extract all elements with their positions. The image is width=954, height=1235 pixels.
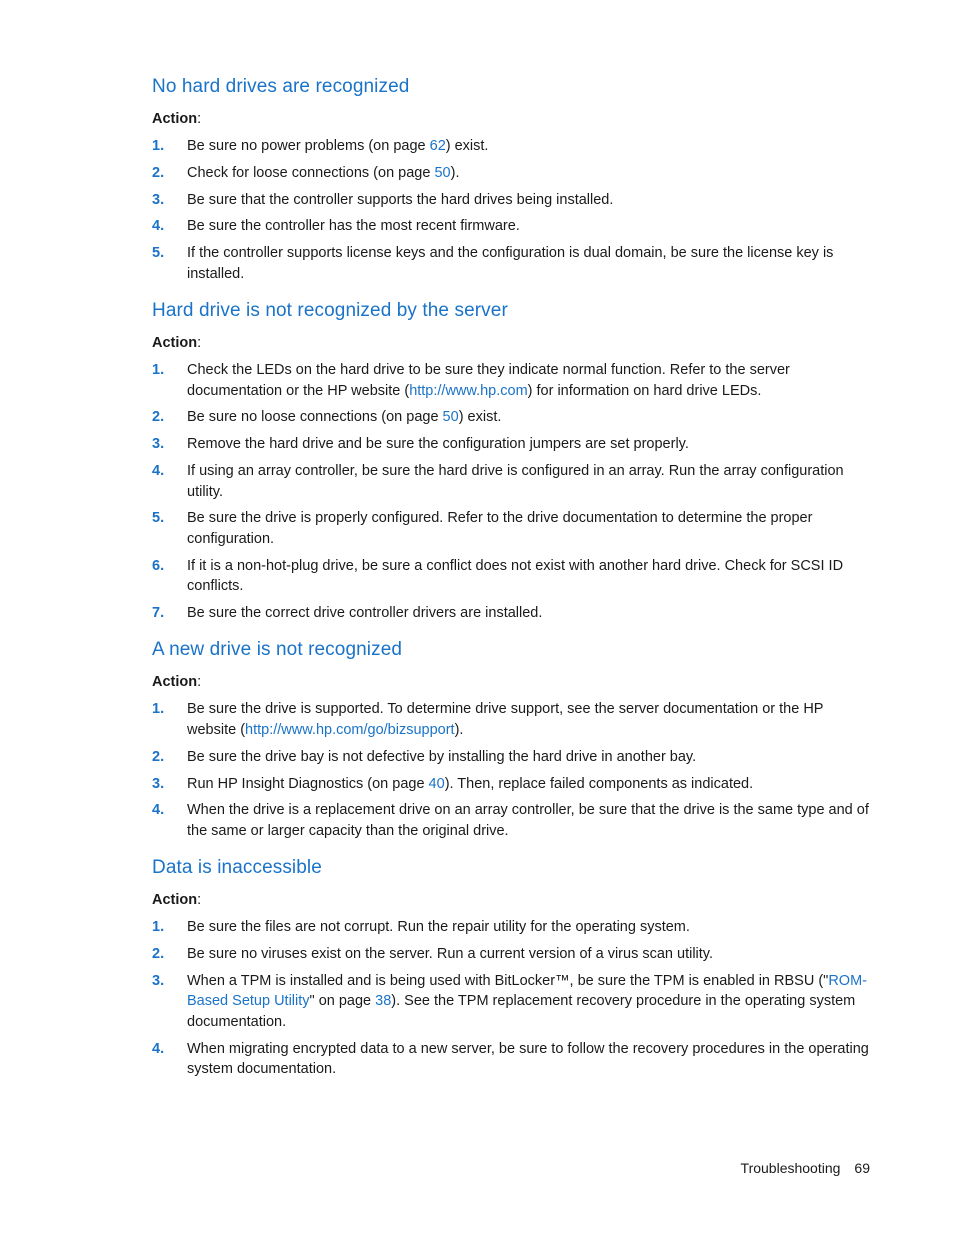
action-label: Action	[152, 892, 198, 909]
step-number: 4.	[152, 1040, 165, 1057]
action-label-line: Action:	[152, 674, 202, 691]
page-footer	[741, 1158, 870, 1178]
step-number: 2.	[152, 164, 165, 181]
cross-reference-link[interactable]: 50	[434, 164, 451, 181]
action-label: Action	[152, 335, 198, 352]
list-item	[152, 1039, 872, 1080]
step-text: ) for information on hard drive LEDs.	[527, 382, 762, 399]
step-text: ) exist.	[458, 409, 502, 426]
step-text: Be sure the files are not corrupt. Run the repair utility for the operating system.	[187, 919, 690, 936]
document-body	[152, 74, 872, 1094]
cross-reference-link[interactable]: http://www.hp.com/go/bizsupport	[245, 721, 455, 738]
step-text: Be sure the controller has the most recent firmware.	[187, 218, 520, 235]
step-text: Be sure that the controller supports the hard drives being installed.	[187, 191, 614, 208]
list-item	[152, 699, 872, 740]
step-text: Remove the hard drive and be sure the configuration jumpers are set properly.	[187, 436, 689, 453]
step-text: ). See the TPM replacement recovery procedure in the operating system documentation.	[187, 993, 856, 1030]
step-text: If it is a non-hot-plug drive, be sure a conflict does not exist with another hard drive. Check for SCSI ID conflicts.	[187, 557, 844, 595]
step-number: 6.	[152, 557, 165, 574]
step-number: 1.	[152, 919, 165, 936]
section-title: No hard drives are recognized	[152, 76, 410, 97]
cross-reference-link[interactable]: 40	[428, 775, 445, 792]
step-text: When a TPM is installed and is being used with BitLocker™, be sure the TPM is enabled in RBSU ("	[187, 972, 829, 989]
section-title: A new drive is not recognized	[152, 639, 403, 661]
list-item	[152, 461, 872, 502]
section-title: Data is inaccessible	[152, 857, 322, 879]
steps-list	[152, 917, 872, 1079]
list-item	[152, 163, 872, 184]
list-item	[152, 971, 872, 1033]
step-number: 2.	[152, 946, 165, 963]
list-item	[152, 603, 872, 624]
step-text: Be sure the drive bay is not defective by installing the hard drive in another bay.	[187, 748, 697, 765]
step-text: Check for loose connections (on page	[187, 164, 435, 181]
cross-reference-link[interactable]: 38	[375, 993, 392, 1010]
list-item	[152, 136, 872, 157]
cross-reference-link[interactable]: ROM-Based Setup Utility	[187, 972, 867, 1010]
step-text: If the controller supports license keys and the configuration is dual domain, be sure the license key is installed.	[187, 245, 834, 282]
list-item	[152, 747, 872, 768]
steps-list	[152, 699, 872, 841]
section	[152, 298, 872, 623]
footer-page-number: 69	[854, 1160, 870, 1176]
steps-list	[152, 136, 872, 284]
action-label-line: Action:	[152, 335, 202, 352]
step-text: ). Then, replace failed components as indicated.	[444, 775, 754, 792]
list-item	[152, 216, 872, 237]
section	[152, 637, 872, 841]
section	[152, 74, 872, 284]
step-number: 4.	[152, 802, 165, 819]
list-item	[152, 243, 872, 284]
step-number: 2.	[152, 409, 165, 426]
step-number: 1.	[152, 138, 165, 154]
step-number: 3.	[152, 775, 165, 792]
step-text: Be sure no power problems (on page	[187, 138, 430, 154]
list-item	[152, 556, 872, 597]
step-number: 1.	[152, 701, 165, 718]
step-number: 3.	[152, 436, 165, 453]
footer-section-name: Troubleshooting	[740, 1160, 841, 1176]
step-number: 1.	[152, 362, 165, 379]
step-text: Be sure no loose connections (on page	[187, 409, 443, 426]
list-item	[152, 944, 872, 965]
step-number: 4.	[152, 463, 165, 480]
step-number: 3.	[152, 972, 165, 989]
list-item	[152, 774, 872, 795]
section	[152, 855, 872, 1079]
step-text: " on page	[309, 993, 376, 1010]
step-text: ).	[454, 721, 464, 738]
list-item	[152, 407, 872, 428]
step-text: ) exist.	[445, 138, 489, 154]
action-label: Action	[152, 674, 198, 691]
list-item	[152, 360, 872, 401]
step-number: 5.	[152, 245, 165, 262]
step-text: Be sure the correct drive controller drivers are installed.	[187, 604, 543, 621]
step-number: 2.	[152, 748, 165, 765]
step-text: Check the LEDs on the hard drive to be sure they indicate normal function. Refer to the server documentation or the HP website (	[187, 362, 790, 399]
cross-reference-link[interactable]: http://www.hp.com	[409, 382, 528, 399]
step-text: Be sure no viruses exist on the server. Run a current version of a virus scan utility.	[187, 946, 713, 963]
step-text: Be sure the drive is properly configured. Refer to the drive documentation to determine the proper configuration.	[187, 510, 813, 547]
step-number: 3.	[152, 191, 165, 208]
step-text: Run HP Insight Diagnostics (on page	[187, 775, 429, 792]
cross-reference-link[interactable]: 50	[442, 409, 459, 426]
list-item	[152, 800, 872, 841]
list-item	[152, 508, 872, 549]
action-label: Action	[152, 111, 198, 127]
list-item	[152, 917, 872, 938]
step-text: ).	[450, 164, 460, 181]
step-number: 7.	[152, 604, 165, 621]
cross-reference-link[interactable]: 62	[429, 138, 446, 154]
action-label-line: Action:	[152, 892, 202, 909]
step-number: 4.	[152, 218, 165, 235]
step-text: When migrating encrypted data to a new server, be sure to follow the recovery procedures in the operating system documentation.	[187, 1040, 869, 1078]
action-label-line: Action:	[152, 111, 202, 127]
step-text: If using an array controller, be sure the hard drive is configured in an array. Run the array configuration utility.	[187, 463, 844, 500]
list-item	[152, 434, 872, 455]
step-number: 5.	[152, 510, 165, 527]
step-text: When the drive is a replacement drive on an array controller, be sure that the drive is the same type and of the same or larger capacity than the original drive.	[187, 802, 869, 839]
list-item	[152, 190, 872, 211]
steps-list	[152, 360, 872, 623]
section-title: Hard drive is not recognized by the server	[152, 300, 508, 322]
step-text: Be sure the drive is supported. To determine drive support, see the server documentation or the HP website (	[187, 701, 824, 738]
